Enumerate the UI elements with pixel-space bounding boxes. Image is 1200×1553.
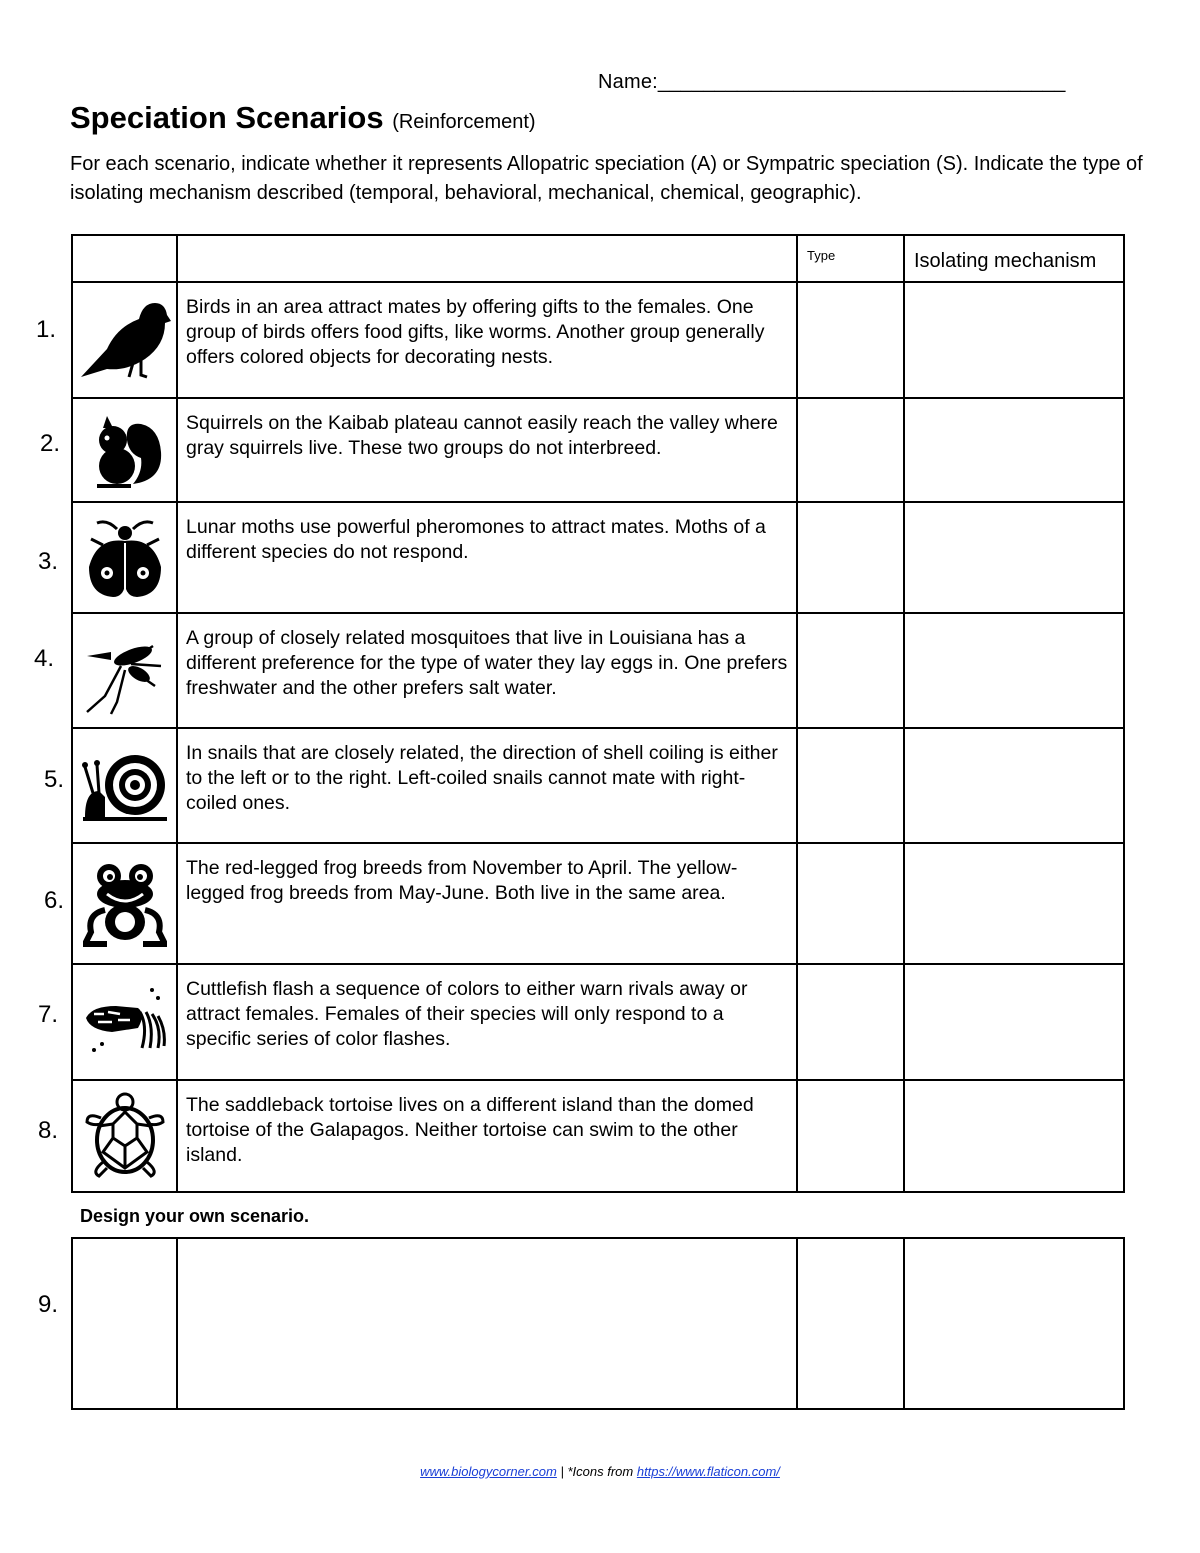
tortoise-icon [83,1092,167,1180]
column-header-mechanism: Isolating mechanism [914,250,1097,272]
mechanism-answer-cell[interactable] [904,502,1124,613]
icon-cell [72,282,177,398]
scenario-text: Lunar moths use powerful pheromones to attract mates. Moths of a different species do not respond. [177,502,797,613]
design-icon-cell[interactable] [72,1238,177,1409]
type-answer-cell[interactable] [797,502,904,613]
row-number: 6. [44,887,65,914]
type-answer-cell[interactable] [797,613,904,728]
scenario-text: Cuttlefish flash a sequence of colors to either warn rivals away or attract females. Females of their species will only respond to a specific series of color flashes. [177,964,797,1080]
table-row [72,964,1124,1080]
type-answer-cell[interactable] [797,964,904,1080]
type-answer-cell[interactable] [797,1238,904,1409]
design-table [71,1237,1125,1410]
biologycorner-link[interactable]: www.biologycorner.com [420,1464,557,1479]
design-your-own-label: Design your own scenario. [80,1206,310,1226]
table-row [72,843,1124,964]
icon-cell [72,728,177,843]
table-row [72,728,1124,843]
type-answer-cell[interactable] [797,282,904,398]
name-field-label: Name:____________________________________ [598,71,1066,93]
icon-cell [72,964,177,1080]
mechanism-answer-cell[interactable] [904,728,1124,843]
title-subtitle: (Reinforcement) [392,111,536,133]
scenario-text: The saddleback tortoise lives on a different island than the domed tortoise of the Galapagos. Neither tortoise can swim to the other island. [177,1080,797,1192]
table-row [72,1080,1124,1192]
footer [0,1464,1200,1479]
scenario-table [71,234,1125,1193]
type-answer-cell[interactable] [797,843,904,964]
icon-cell [72,843,177,964]
table-row [72,502,1124,613]
column-header-type: Type [807,248,836,263]
scenario-text: Birds in an area attract mates by offering gifts to the females. One group of birds offers food gifts, like worms. Another group generally offers colored objects for decorating nests. [177,282,797,398]
mechanism-answer-cell[interactable] [904,282,1124,398]
flaticon-link[interactable]: https://www.flaticon.com/ [636,1464,780,1479]
table-row [72,1238,1124,1409]
table-header-row [72,235,1124,282]
header-mechanism-cell [904,235,1124,282]
mechanism-answer-cell[interactable] [904,964,1124,1080]
mechanism-answer-cell[interactable] [904,613,1124,728]
row-number: 4. [34,645,55,672]
scenario-text: In snails that are closely related, the direction of shell coiling is either to the left or to the right. Left-coiled snails cannot mate with right-coiled ones. [177,728,797,843]
scenario-text: The red-legged frog breeds from November to April. The yellow-legged frog breeds from May-June. Both live in the same area. [177,843,797,964]
mechanism-answer-cell[interactable] [904,843,1124,964]
icon-cell [72,1080,177,1192]
mechanism-answer-cell[interactable] [904,1080,1124,1192]
row-number: 2. [40,430,61,457]
mechanism-answer-cell[interactable] [904,1238,1124,1409]
header-icon-cell [72,235,177,282]
snail-icon [79,751,171,821]
mechanism-answer-cell[interactable] [904,398,1124,502]
footer-separator: | *Icons from [556,1464,637,1479]
cuttlefish-icon [82,984,168,1060]
table-row [72,282,1124,398]
moth-icon [83,515,167,601]
icon-cell [72,398,177,502]
row-number: 7. [38,1001,59,1028]
title-text: Speciation Scenarios [70,100,384,135]
row-number: 3. [38,548,59,575]
row-number: 9. [38,1291,59,1318]
squirrel-icon [85,410,165,490]
scenario-text: Squirrels on the Kaibab plateau cannot easily reach the valley where gray squirrels live. These two groups do not interbreed. [177,398,797,502]
header-type-cell [797,235,904,282]
mosquito-icon [81,626,169,716]
type-answer-cell[interactable] [797,1080,904,1192]
table-row [72,398,1124,502]
table-row [72,613,1124,728]
frog-icon [83,860,167,948]
header-scenario-cell [177,235,797,282]
icon-cell [72,613,177,728]
icon-cell [72,502,177,613]
type-answer-cell[interactable] [797,398,904,502]
design-scenario-cell[interactable] [177,1238,797,1409]
row-number: 1. [36,316,57,343]
type-answer-cell[interactable] [797,728,904,843]
bird-icon [77,297,173,383]
scenario-text: A group of closely related mosquitoes that live in Louisiana has a different preference for the type of water they lay eggs in. One prefers freshwater and the other prefers salt water. [177,613,797,728]
row-number: 8. [38,1117,59,1144]
page-title [70,100,536,136]
row-number: 5. [44,766,65,793]
instructions: For each scenario, indicate whether it represents Allopatric speciation (A) or Sympatric speciation (S). Indicate the type of isolating mechanism described (temporal, behavioral, mechanical, chemical, geographic). [70,153,1143,204]
